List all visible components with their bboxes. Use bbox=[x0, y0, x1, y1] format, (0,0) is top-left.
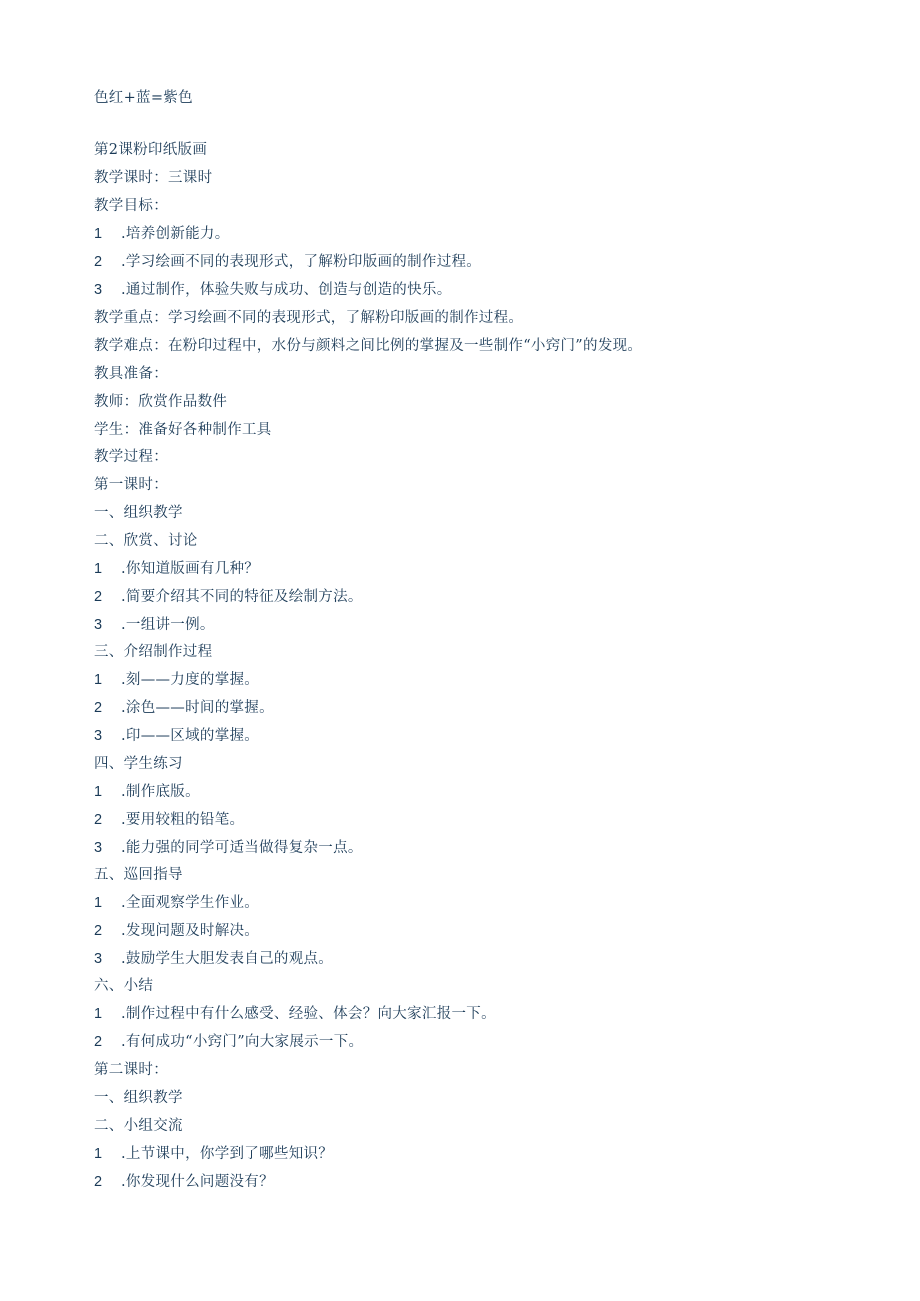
list-item bbox=[94, 280, 452, 300]
list-item bbox=[94, 838, 363, 858]
line-text: .涂色——时间的掌握。 bbox=[121, 700, 274, 716]
list-item bbox=[94, 949, 333, 969]
section-heading bbox=[94, 531, 198, 551]
list-number: 1 bbox=[94, 561, 103, 577]
line-text: .简要介绍其不同的特征及绘制方法。 bbox=[121, 589, 363, 605]
list-number: 3 bbox=[94, 282, 103, 298]
list-item bbox=[94, 1032, 363, 1052]
list-number: 1 bbox=[94, 226, 103, 242]
list-number: 3 bbox=[94, 617, 103, 633]
line-text: .刻——力度的掌握。 bbox=[121, 672, 260, 688]
section-heading bbox=[94, 1088, 183, 1108]
line-text: .发现问题及时解决。 bbox=[121, 923, 260, 939]
text-line bbox=[94, 392, 227, 412]
line-text: .一组讲一例。 bbox=[121, 617, 215, 633]
line-text: 学生：准备好各种制作工具 bbox=[94, 422, 272, 438]
line-text: .制作底版。 bbox=[121, 784, 200, 800]
line-text: 教具准备： bbox=[94, 366, 168, 382]
list-item bbox=[94, 782, 200, 802]
text-line bbox=[94, 308, 523, 328]
line-text: 五、巡回指导 bbox=[94, 867, 183, 883]
line-text: .全面观察学生作业。 bbox=[121, 895, 260, 911]
line-text: 教学目标： bbox=[94, 198, 168, 214]
line-text: 教学课时：三课时 bbox=[94, 170, 213, 186]
line-text: 第一课时： bbox=[94, 477, 168, 493]
list-item bbox=[94, 1172, 274, 1192]
line-text: 色红+蓝=紫色 bbox=[94, 90, 193, 106]
line-text: .印——区域的掌握。 bbox=[121, 728, 260, 744]
list-item bbox=[94, 893, 259, 913]
line-text: .你发现什么问题没有？ bbox=[121, 1174, 274, 1190]
line-text: .能力强的同学可适当做得复杂一点。 bbox=[121, 840, 363, 856]
list-item bbox=[94, 670, 259, 690]
list-item bbox=[94, 559, 259, 579]
line-text: 四、学生练习 bbox=[94, 756, 183, 772]
line-text: .要用较粗的铅笔。 bbox=[121, 812, 245, 828]
list-item bbox=[94, 224, 230, 244]
list-number: 2 bbox=[94, 254, 103, 270]
list-number: 1 bbox=[94, 672, 103, 688]
text-line bbox=[94, 168, 212, 188]
list-item bbox=[94, 1144, 333, 1164]
line-text: .你知道版画有几种？ bbox=[121, 561, 260, 577]
line-text: 二、欣赏、讨论 bbox=[94, 533, 198, 549]
list-item bbox=[94, 698, 274, 718]
list-number: 1 bbox=[94, 895, 103, 911]
section-heading bbox=[94, 976, 153, 996]
line-text: 一、组织教学 bbox=[94, 505, 183, 521]
list-number: 3 bbox=[94, 951, 103, 967]
line-text: 教师：欣赏作品数件 bbox=[94, 394, 228, 410]
line-text: .通过制作，体验失败与成功、创造与创造的快乐。 bbox=[121, 282, 452, 298]
line-text: 教学过程： bbox=[94, 449, 168, 465]
section-heading bbox=[94, 475, 168, 495]
section-heading bbox=[94, 1060, 168, 1080]
line-text: .制作过程中有什么感受、经验、体会？向大家汇报一下。 bbox=[121, 1006, 496, 1022]
text-line bbox=[94, 420, 272, 440]
line-text: 六、小结 bbox=[94, 978, 154, 994]
section-heading bbox=[94, 503, 183, 523]
line-text: 一、组织教学 bbox=[94, 1090, 183, 1106]
text-line bbox=[94, 336, 642, 356]
line-text: .培养创新能力。 bbox=[121, 226, 230, 242]
line-text: 教学难点：在粉印过程中，水份与颜料之间比例的掌握及一些制作“小窍门”的发现。 bbox=[94, 338, 643, 354]
text-line bbox=[94, 196, 168, 216]
section-heading bbox=[94, 642, 212, 662]
line-text: 二、小组交流 bbox=[94, 1118, 183, 1134]
line-text: .学习绘画不同的表现形式，了解粉印版画的制作过程。 bbox=[121, 254, 482, 270]
list-number: 2 bbox=[94, 700, 103, 716]
line-text: 第2课粉印纸版画 bbox=[94, 142, 208, 158]
line-text: .有何成功“小窍门”向大家展示一下。 bbox=[121, 1034, 364, 1050]
section-heading bbox=[94, 1116, 183, 1136]
line-text: 三、介绍制作过程 bbox=[94, 644, 213, 660]
list-item bbox=[94, 587, 363, 607]
list-number: 2 bbox=[94, 812, 103, 828]
list-number: 1 bbox=[94, 1006, 103, 1022]
text-line bbox=[94, 88, 193, 108]
list-item bbox=[94, 921, 259, 941]
line-text: .上节课中，你学到了哪些知识？ bbox=[121, 1146, 334, 1162]
line-text: .鼓励学生大胆发表自己的观点。 bbox=[121, 951, 334, 967]
list-number: 2 bbox=[94, 1174, 103, 1190]
lesson-title bbox=[94, 140, 207, 160]
list-number: 2 bbox=[94, 923, 103, 939]
line-text: 第二课时： bbox=[94, 1062, 168, 1078]
list-item bbox=[94, 810, 244, 830]
list-item bbox=[94, 615, 215, 635]
section-heading bbox=[94, 865, 183, 885]
text-line bbox=[94, 364, 168, 384]
list-number: 3 bbox=[94, 728, 103, 744]
text-line bbox=[94, 447, 168, 467]
list-number: 2 bbox=[94, 1034, 103, 1050]
list-item bbox=[94, 726, 259, 746]
list-item bbox=[94, 252, 481, 272]
list-number: 2 bbox=[94, 589, 103, 605]
list-item bbox=[94, 1004, 496, 1024]
line-text: 教学重点：学习绘画不同的表现形式，了解粉印版画的制作过程。 bbox=[94, 310, 524, 326]
list-number: 1 bbox=[94, 784, 103, 800]
section-heading bbox=[94, 754, 183, 774]
list-number: 3 bbox=[94, 840, 103, 856]
list-number: 1 bbox=[94, 1146, 103, 1162]
